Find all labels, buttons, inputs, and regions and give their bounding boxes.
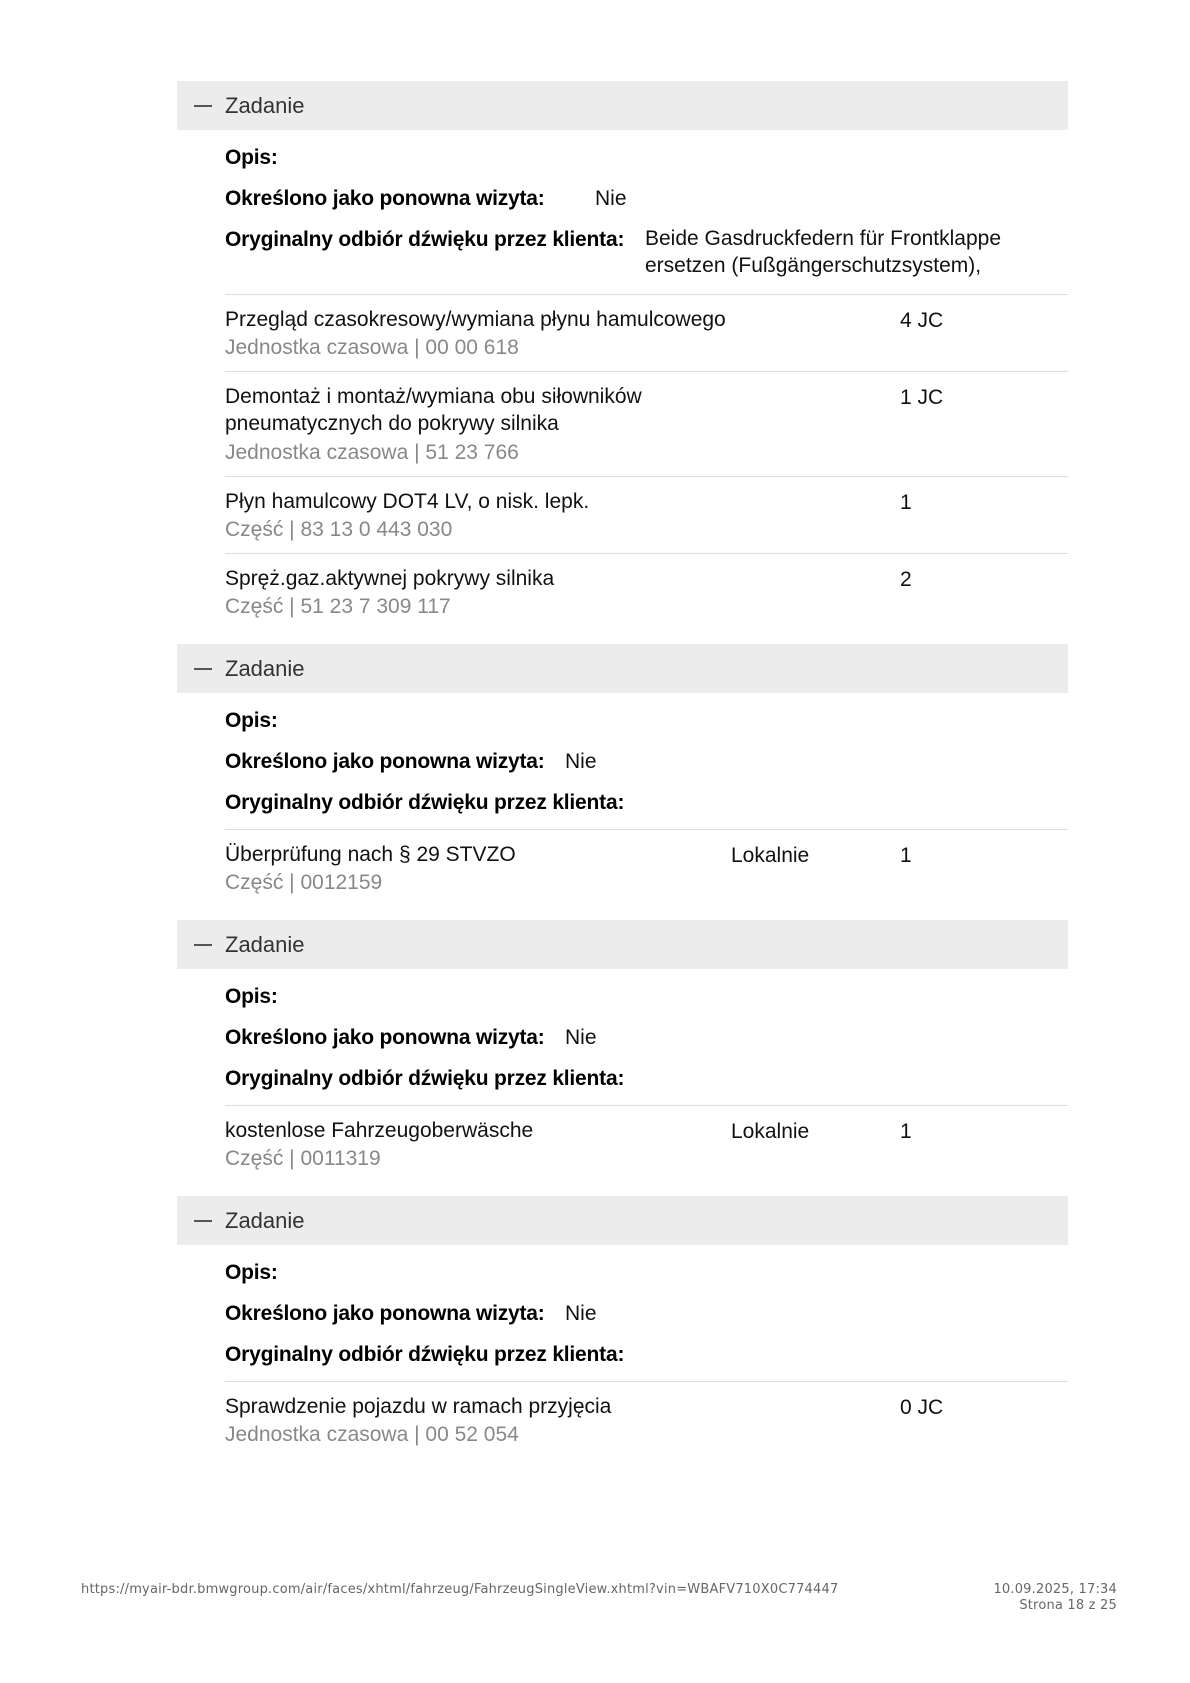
task-header[interactable]	[177, 81, 1068, 130]
item-code: Część | 83 13 0 443 030	[225, 518, 453, 541]
item-code: Część | 0011319	[225, 1147, 381, 1170]
item-location: Lokalnie	[731, 844, 810, 867]
divider	[225, 294, 1068, 295]
item-quantity: 1	[900, 1120, 912, 1143]
revisit-value: Nie	[565, 750, 597, 773]
item-name: Spręż.gaz.aktywnej pokrywy silnika	[225, 567, 555, 590]
item-quantity: 1 JC	[900, 386, 944, 409]
customer-voice-label: Oryginalny odbiór dźwięku przez klienta:	[225, 1343, 625, 1366]
item-code: Część | 0012159	[225, 871, 383, 894]
item-quantity: 0 JC	[900, 1396, 944, 1419]
task-header[interactable]	[177, 920, 1068, 969]
item-code: Jednostka czasowa | 00 00 618	[225, 336, 519, 359]
divider	[225, 1105, 1068, 1106]
item-location: Lokalnie	[731, 1120, 810, 1143]
item-name: Płyn hamulcowy DOT4 LV, o nisk. lepk.	[225, 490, 590, 513]
footer-datetime: 10.09.2025, 17:34	[993, 1582, 1117, 1597]
item-quantity: 1	[900, 491, 912, 514]
item-code: Część | 51 23 7 309 117	[225, 595, 451, 618]
collapse-dash-icon[interactable]	[194, 944, 212, 946]
customer-voice-value	[645, 225, 1001, 279]
footer-meta	[993, 1582, 1117, 1614]
task-header[interactable]	[177, 1196, 1068, 1245]
divider	[225, 553, 1068, 554]
customer-voice-label: Oryginalny odbiór dźwięku przez klienta:	[225, 1067, 625, 1090]
item-name-line: Demontaż i montaż/wymiana obu siłowników	[225, 385, 642, 408]
footer-url: https://myair-bdr.bmwgroup.com/air/faces/xhtml/fahrzeug/FahrzeugSingleView.xhtml?vin=WBAFV710X0C774447	[81, 1582, 839, 1597]
revisit-label: Określono jako ponowna wizyta:	[225, 750, 545, 773]
item-name: Przegląd czasokresowy/wymiana płynu hamulcowego	[225, 308, 726, 331]
item-name: Sprawdzenie pojazdu w ramach przyjęcia	[225, 1395, 612, 1418]
revisit-value: Nie	[565, 1026, 597, 1049]
item-quantity: 1	[900, 844, 912, 867]
collapse-dash-icon[interactable]	[194, 1220, 212, 1222]
revisit-value: Nie	[565, 1302, 597, 1325]
description-label: Opis:	[225, 985, 278, 1008]
task-header[interactable]	[177, 644, 1068, 693]
item-code: Jednostka czasowa | 00 52 054	[225, 1423, 519, 1446]
item-name	[225, 383, 642, 437]
item-quantity: 4 JC	[900, 309, 944, 332]
task-title: Zadanie	[225, 656, 305, 681]
item-quantity: 2	[900, 568, 912, 591]
divider	[225, 476, 1068, 477]
task-title: Zadanie	[225, 93, 305, 118]
revisit-label: Określono jako ponowna wizyta:	[225, 1026, 545, 1049]
revisit-label: Określono jako ponowna wizyta:	[225, 187, 545, 210]
description-label: Opis:	[225, 709, 278, 732]
divider	[225, 1381, 1068, 1382]
customer-voice-line: ersetzen (Fußgängerschutzsystem),	[645, 254, 982, 277]
item-name: kostenlose Fahrzeugoberwäsche	[225, 1119, 534, 1142]
customer-voice-line: Beide Gasdruckfedern für Frontklappe	[645, 227, 1002, 250]
description-label: Opis:	[225, 146, 278, 169]
item-name-line: pneumatycznych do pokrywy silnika	[225, 412, 559, 435]
divider	[225, 829, 1068, 830]
collapse-dash-icon[interactable]	[194, 105, 212, 107]
divider	[225, 371, 1068, 372]
item-code: Jednostka czasowa | 51 23 766	[225, 441, 519, 464]
collapse-dash-icon[interactable]	[194, 668, 212, 670]
revisit-label: Określono jako ponowna wizyta:	[225, 1302, 545, 1325]
task-title: Zadanie	[225, 1208, 305, 1233]
customer-voice-label: Oryginalny odbiór dźwięku przez klienta:	[225, 228, 625, 251]
revisit-value: Nie	[595, 187, 627, 210]
item-name: Überprüfung nach § 29 STVZO	[225, 843, 516, 866]
task-title: Zadanie	[225, 932, 305, 957]
customer-voice-label: Oryginalny odbiór dźwięku przez klienta:	[225, 791, 625, 814]
footer-page-number: Strona 18 z 25	[1019, 1598, 1117, 1613]
description-label: Opis:	[225, 1261, 278, 1284]
